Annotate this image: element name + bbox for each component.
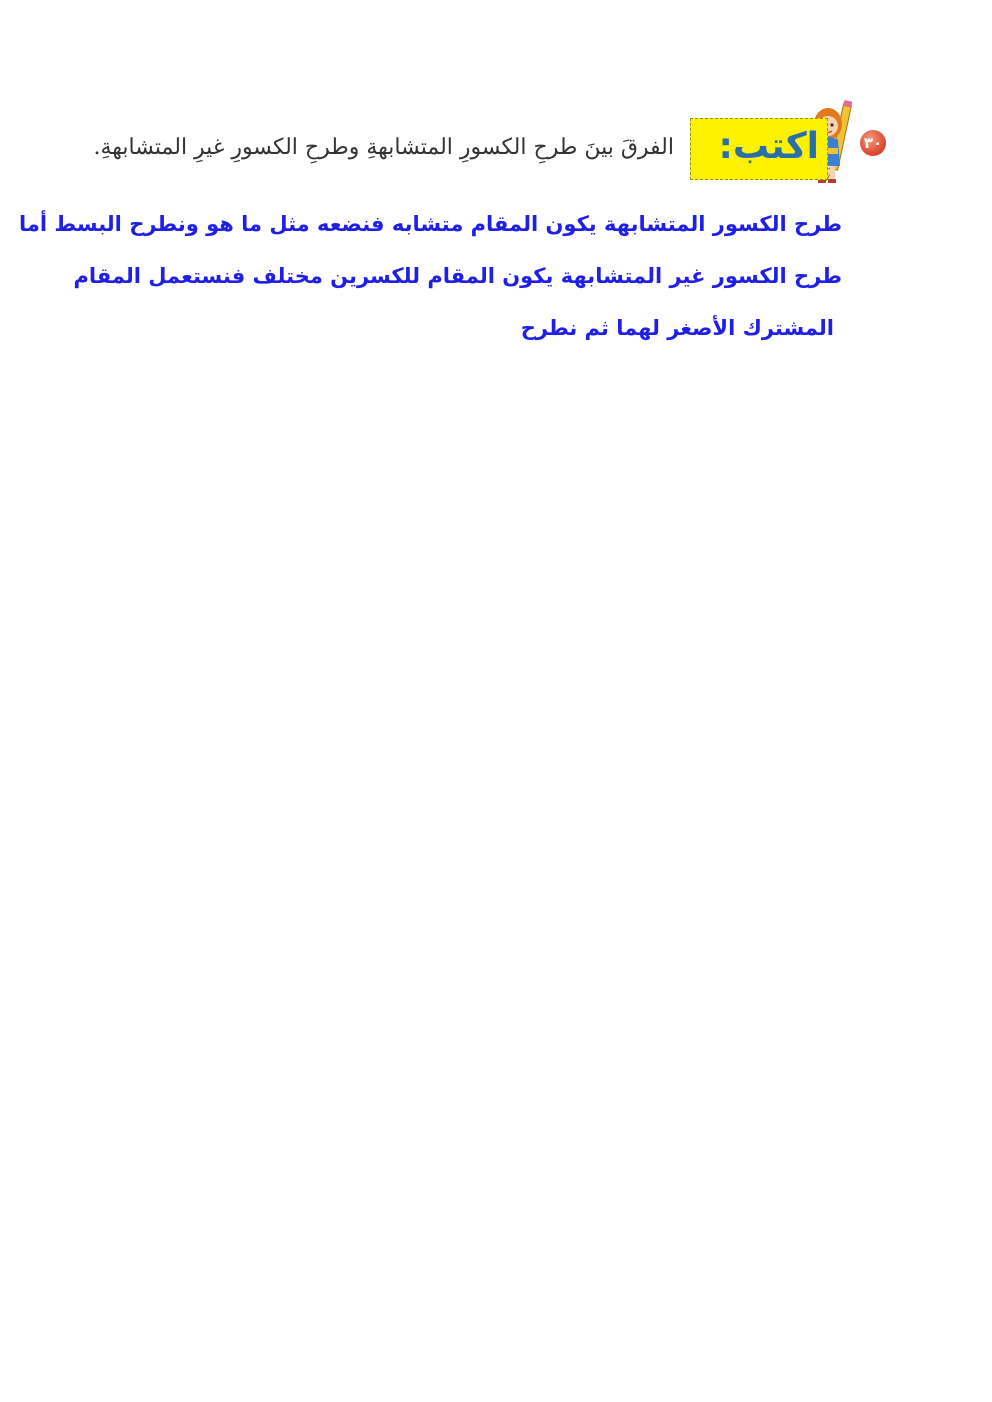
question-number-badge: ٣٠ <box>860 130 886 156</box>
answer-text <box>18 200 842 356</box>
write-instruction-box <box>690 118 828 180</box>
write-instruction-label: اكتب: <box>718 126 819 167</box>
answer-line: طرح الكسور المتشابهة يكون المقام متشابه فنضعه مثل ما هو ونطرح البسط أما <box>18 212 842 236</box>
question-text: الفرقَ بينَ طرحِ الكسورِ المتشابهةِ وطرحِ الكسورِ غيرِ المتشابهةِ. <box>93 135 674 160</box>
question-row <box>60 100 890 190</box>
answer-line: طرح الكسور غير المتشابهة يكون المقام للكسرين مختلف فنستعمل المقام <box>73 264 842 288</box>
answer-line: المشترك الأصغر لهما ثم نطرح <box>520 316 834 340</box>
